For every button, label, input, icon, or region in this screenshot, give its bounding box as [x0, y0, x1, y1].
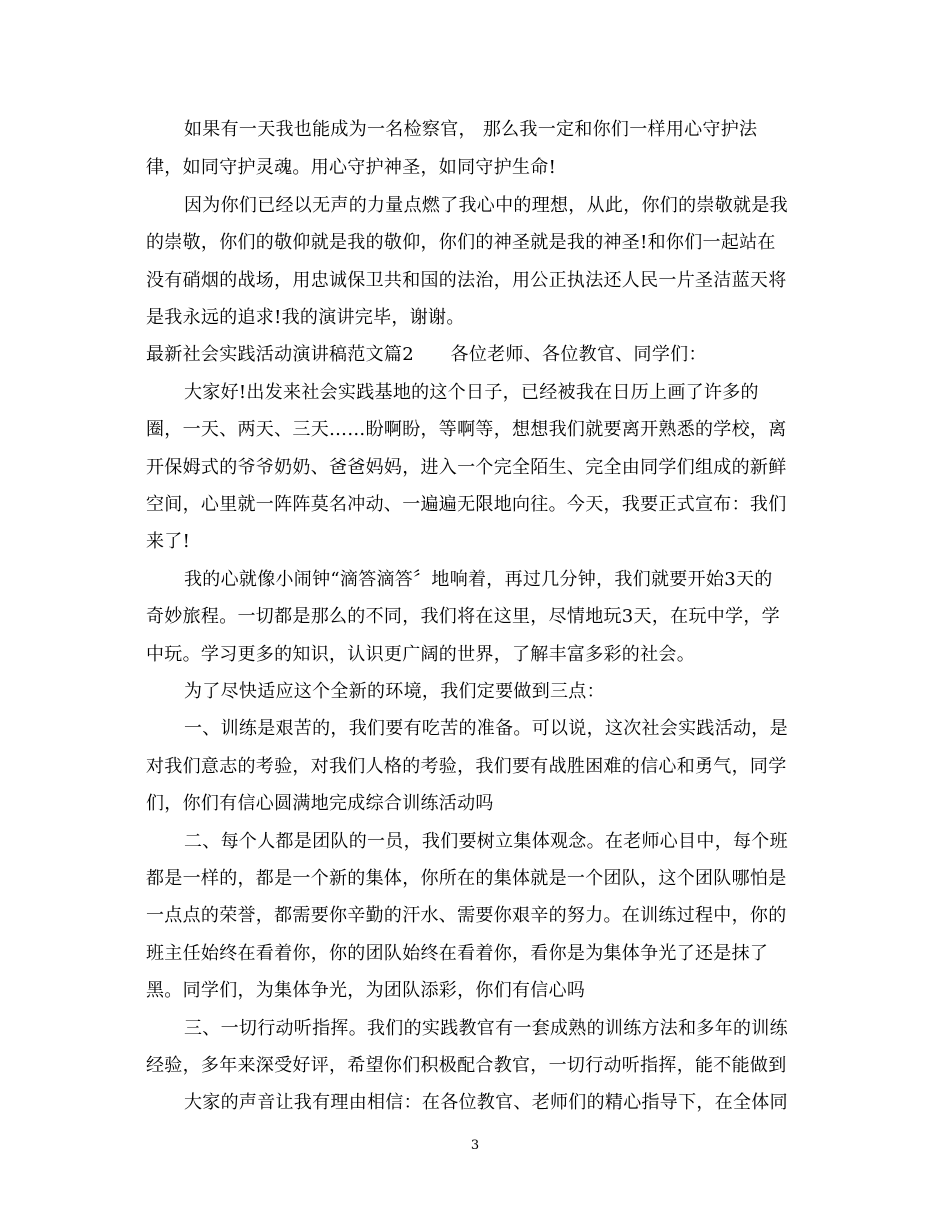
text-line: 们，你们有信心圆满地完成综合训练活动吗 — [146, 793, 494, 814]
text-line: 一、训练是艰苦的，我们要有吃苦的准备。可以说，这次社会实践活动，是 — [184, 718, 788, 739]
text-line: 因为你们已经以无声的力量点燃了我心中的理想，从此，你们的崇敬就是我 — [184, 195, 788, 216]
page-number: 3 — [470, 1138, 480, 1153]
text-line: 黑。同学们，为集体争光，为团队添彩，你们有信心吗 — [146, 980, 586, 1001]
text-line: 经验，多年来深受好评，希望你们积极配合教官，一切行动听指挥，能不能做到 — [146, 1055, 787, 1076]
text-line: 一点点的荣誉，都需要你辛勤的汗水、需要你艰辛的努力。在训练过程中，你的 — [146, 905, 787, 926]
text-line: 的崇敬，你们的敬仰就是我的敬仰，你们的神圣就是我的神圣!和你们一起站在 — [146, 232, 776, 253]
text-line: 开保姆式的爷爷奶奶、爸爸妈妈，进入一个完全陌生、完全由同学们组成的新鲜 — [146, 457, 787, 478]
text-line: 为了尽快适应这个全新的环境，我们定要做到三点： — [184, 681, 605, 702]
section-heading: 最新社会实践活动演讲稿范文篇2 各位老师、各位教官、同学们： — [146, 344, 707, 365]
text-line: 大家好!出发来社会实践基地的这个日子，已经被我在日历上画了许多的 — [184, 382, 759, 403]
text-line: 都是一样的，都是一个新的集体，你所在的集体就是一个团队，这个团队哪怕是 — [146, 868, 787, 889]
text-line: 来了! — [146, 531, 191, 552]
text-line: 如果有一天我也能成为一名检察官， 那么我一定和你们一样用心守护法 — [184, 119, 758, 140]
text-line: 空间，心里就一阵阵莫名冲动、一遍遍无限地向往。今天，我要正式宣布：我们 — [146, 494, 787, 515]
text-line: 圈，一天、两天、三天……盼啊盼，等啊等，想想我们就要离开熟悉的学校，离 — [146, 419, 787, 440]
text-line: 三、一切行动听指挥。我们的实践教官有一套成熟的训练方法和多年的训练 — [184, 1018, 788, 1039]
text-line: 是我永远的追求!我的演讲完毕，谢谢。 — [146, 307, 465, 328]
text-line: 中玩。学习更多的知识，认识更广阔的世界，了解丰富多彩的社会。 — [146, 644, 695, 665]
text-line: 奇妙旅程。一切都是那么的不同，我们将在这里，尽情地玩3天，在玩中学，学 — [146, 606, 780, 627]
text-line: 律，如同守护灵魂。用心守护神圣，如同守护生命! — [146, 157, 557, 178]
text-line: 我的心就像小闹钟“滴答滴答〞地响着，再过几分钟，我们就要开始3天的 — [184, 569, 773, 590]
text-line: 二、每个人都是团队的一员，我们要树立集体观念。在老师心目中，每个班 — [184, 831, 788, 852]
text-line: 班主任始终在看着你，你的团队始终在看着你，看你是为集体争光了还是抹了 — [146, 943, 769, 964]
text-line: 没有硝烟的战场，用忠诚保卫共和国的法治，用公正执法还人民一片圣洁蓝天将 — [146, 270, 787, 291]
text-line: 对我们意志的考验，对我们人格的考验，我们要有战胜困难的信心和勇气，同学 — [146, 756, 787, 777]
text-line: 大家的声音让我有理由相信：在各位教官、老师们的精心指导下，在全体同 — [184, 1092, 788, 1113]
